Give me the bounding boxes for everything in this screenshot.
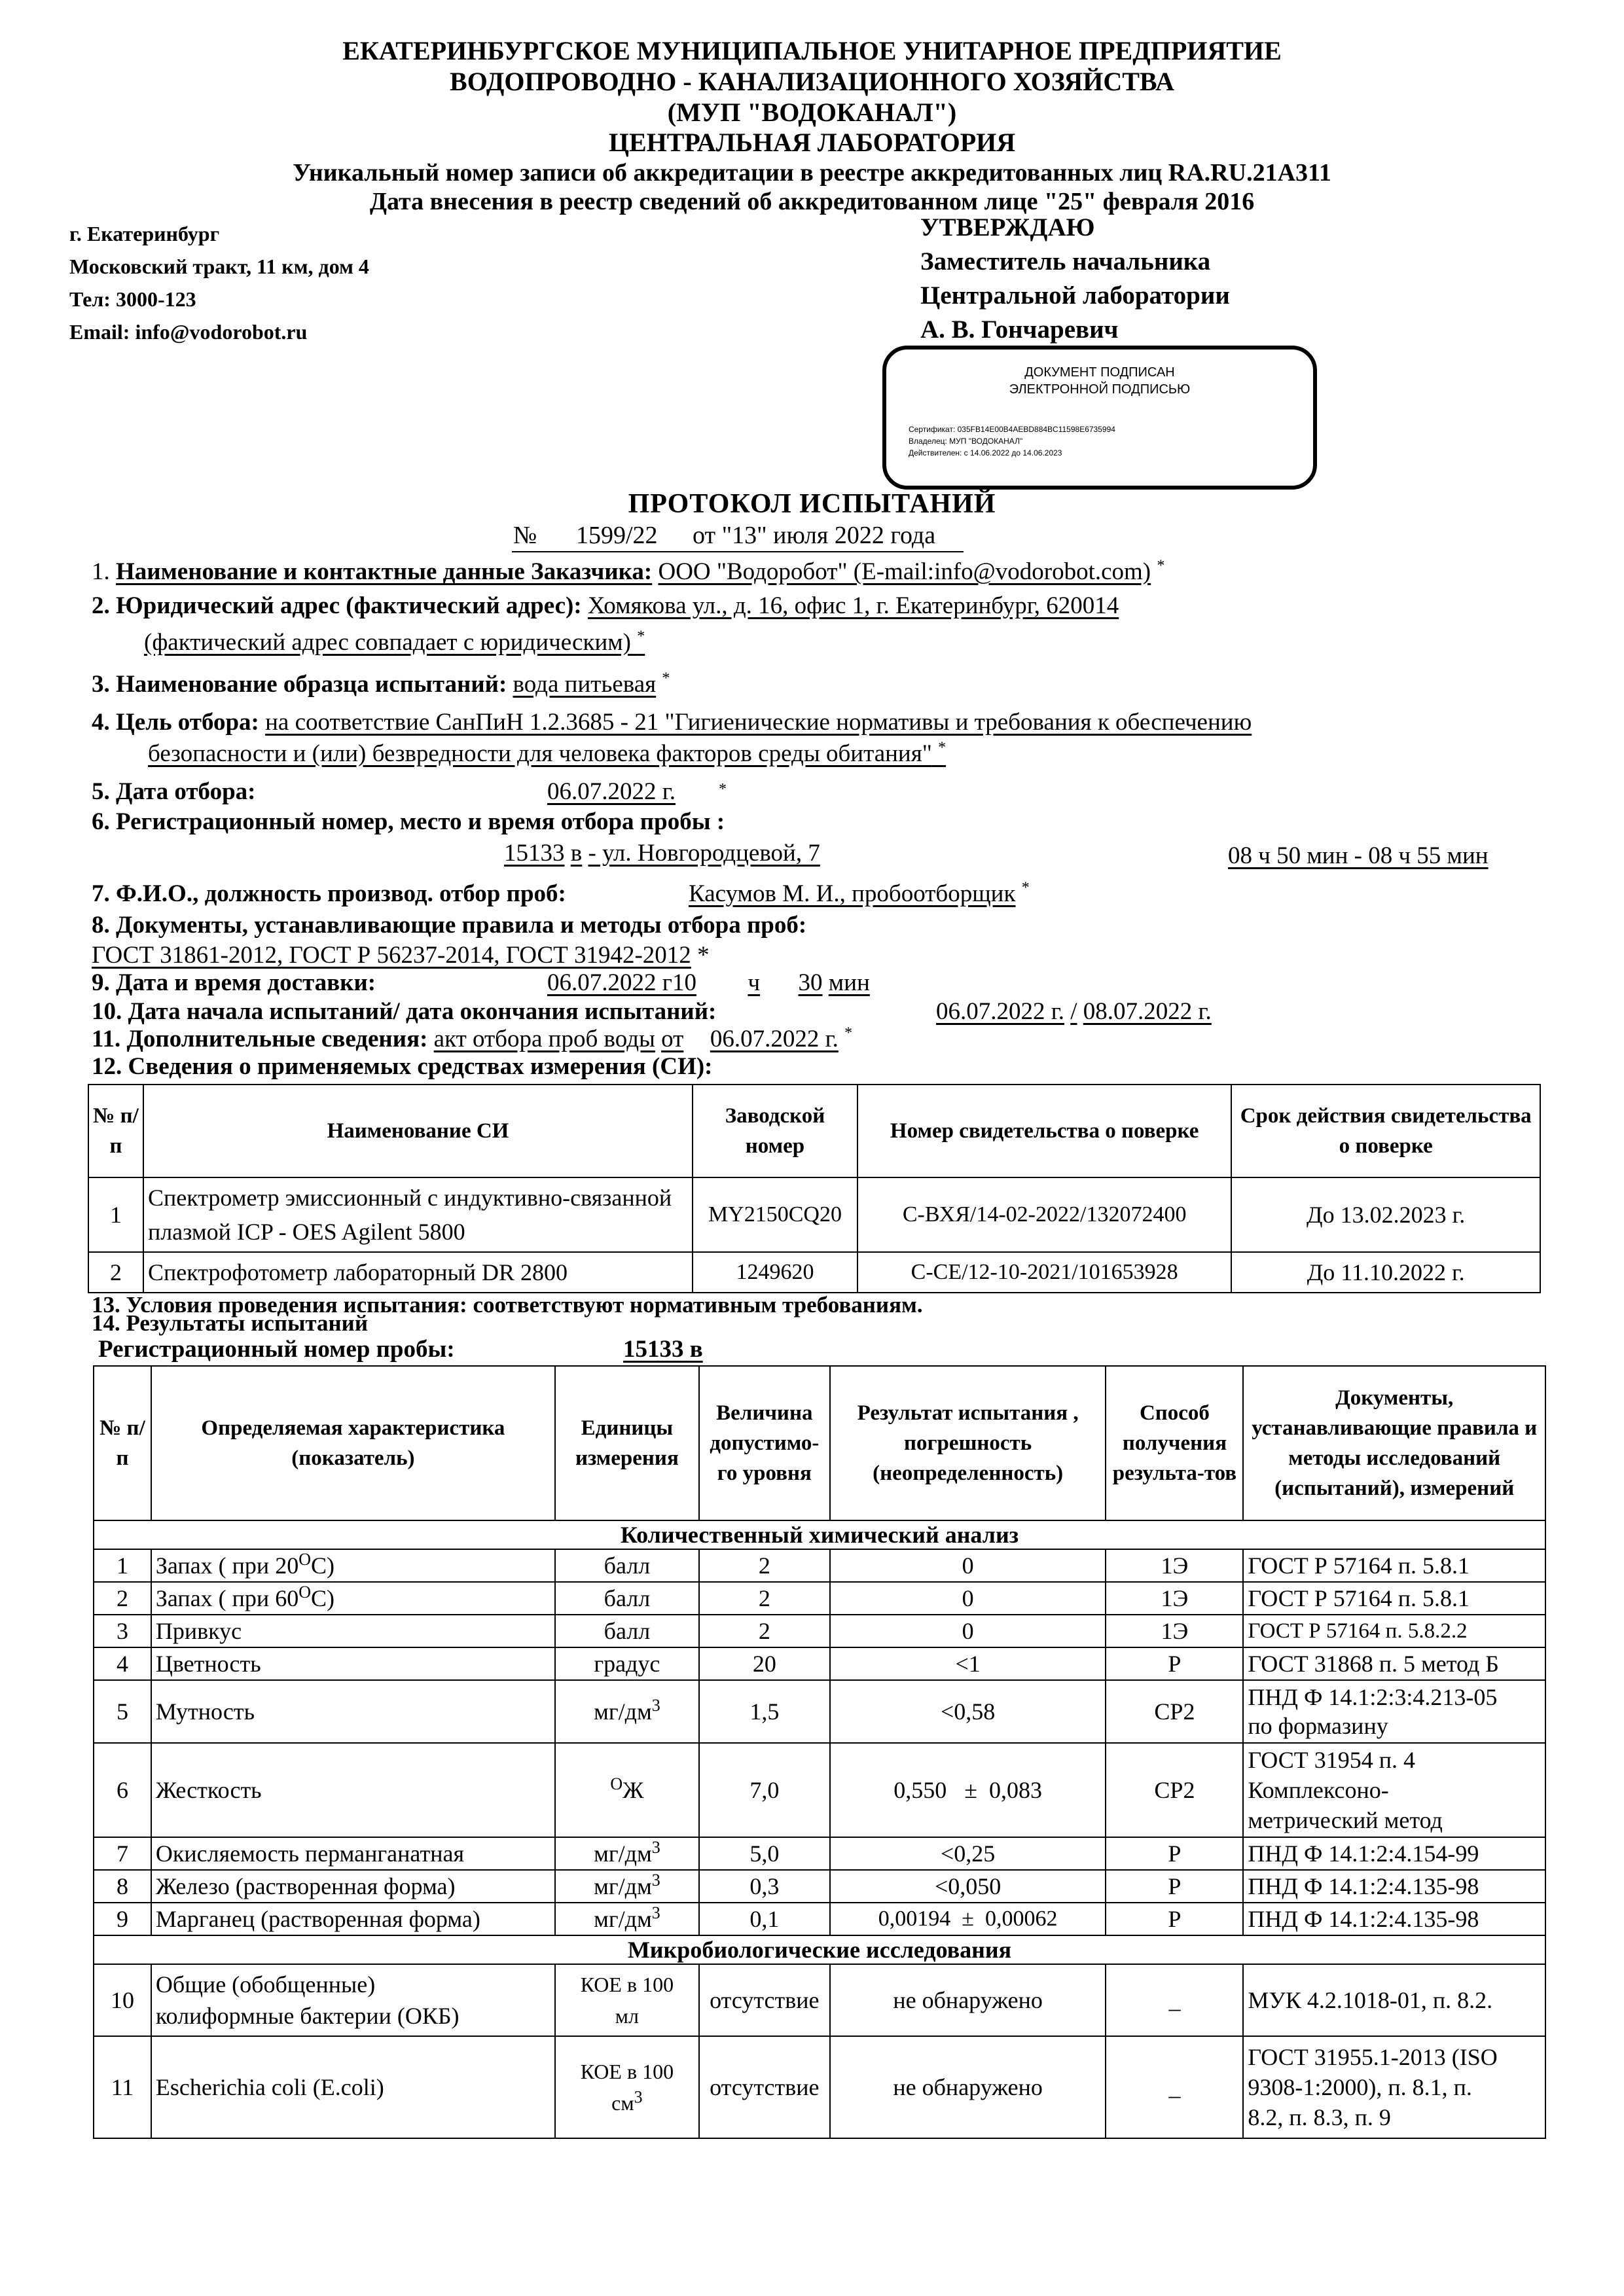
res-cell-num: 10: [94, 1964, 151, 2036]
item-8-value: ГОСТ 31861-2012, ГОСТ Р 56237-2014, ГОСТ 31942-2012: [92, 942, 691, 969]
org-name-line3: (МУП "ВОДОКАНАЛ"): [667, 98, 957, 127]
item-1-label: Наименование и контактные данные Заказчика:: [116, 558, 653, 585]
si-header-num: № п/п: [88, 1085, 143, 1177]
sample-reg-number: 15133: [623, 1336, 684, 1363]
results-section-chemical: [94, 1520, 1545, 1549]
item-9: [92, 969, 376, 997]
res-cell-limit: 2: [699, 1549, 830, 1582]
item-11-label: Дополнительные сведения:: [126, 1026, 428, 1052]
res-cell-method: 1Э: [1106, 1549, 1243, 1582]
org-name-line2: ВОДОПРОВОДНО - КАНАЛИЗАЦИОННОГО ХОЗЯЙСТВА: [450, 67, 1174, 96]
res-cell-result: 0: [830, 1582, 1106, 1615]
approval-position1: Заместитель начальника: [920, 247, 1211, 276]
unit-line1: КОЕ в 100: [580, 1973, 674, 1996]
item-7-value: Касумов М. И., пробоотборщик: [689, 880, 1016, 907]
res-cell-param: Привкус: [151, 1615, 555, 1647]
res-header-method: Способ получения результа-тов: [1106, 1366, 1243, 1520]
table-row: [94, 2036, 1545, 2138]
res-cell-doc: ГОСТ Р 57164 п. 5.8.1: [1243, 1582, 1545, 1615]
item-6-reg: 15133: [504, 840, 565, 867]
res-cell-param: [151, 1582, 555, 1615]
res-cell-limit: 2: [699, 1582, 830, 1615]
res-cell-doc: ПНД Ф 14.1:2:4.135-98: [1243, 1870, 1545, 1903]
si-table: [88, 1084, 1541, 1293]
protocol-date: от "13" июля 2022 года: [693, 522, 936, 549]
item-5-value: 06.07.2022 г.: [547, 778, 676, 805]
item-5-label: Дата отбора:: [116, 778, 256, 805]
item-11-from: от: [661, 1026, 684, 1052]
res-cell-num: 8: [94, 1870, 151, 1903]
res-cell-method: Р: [1106, 1647, 1243, 1680]
si-table-header: [88, 1085, 1540, 1177]
table-row: [88, 1177, 1540, 1252]
table-row: [94, 1680, 1545, 1743]
item-9-m: мин: [828, 969, 870, 996]
res-cell-result: <1: [830, 1647, 1106, 1680]
res-cell-doc: [1243, 1680, 1545, 1743]
res-cell-param: Escherichia coli (E.coli): [151, 2036, 555, 2138]
res-cell-result: 0,550 ± 0,083: [830, 1743, 1106, 1837]
res-cell-units: балл: [555, 1549, 699, 1582]
unit-line2: $см^3$: [611, 2087, 643, 2115]
si-cell-serial: 1249620: [693, 1252, 857, 1293]
res-cell-limit: 5,0: [699, 1837, 830, 1870]
item-9-label: Дата и время доставки:: [116, 969, 376, 996]
res-cell-param: Окисляемость перманганатная: [151, 1837, 555, 1870]
accreditation-number: Уникальный номер записи об аккредитации в реестре аккредитованных лиц RA.RU.21A311: [293, 159, 1331, 187]
res-cell-doc: [1243, 2036, 1545, 2138]
si-header-name: Наименование СИ: [143, 1085, 693, 1177]
res-param-text: Запах ( при 20: [155, 1552, 299, 1579]
item-3: [92, 670, 670, 698]
item-5: [92, 778, 255, 806]
res-cell-units: [555, 1870, 699, 1903]
si-cell-name: Спектрометр эмиссионный с индуктивно-связанной плазмой ICP - OES Agilent 5800: [143, 1177, 693, 1252]
item-9-num: 9.: [92, 969, 110, 996]
res-cell-doc: МУК 4.2.1018-01, п. 8.2.: [1243, 1964, 1545, 2036]
item-4-line2: [92, 740, 946, 768]
table-row: [94, 1743, 1545, 1837]
res-cell-limit: 1,5: [699, 1680, 830, 1743]
res-cell-doc: [1243, 1743, 1545, 1837]
res-cell-num: 9: [94, 1903, 151, 1935]
unit-line1: КОЕ в 100: [580, 2060, 674, 2083]
res-cell-limit: 0,1: [699, 1903, 830, 1935]
unit-text: Ж: [623, 1777, 644, 1803]
res-cell-units: [555, 1903, 699, 1935]
res-cell-param: Марганец (растворенная форма): [151, 1903, 555, 1935]
protocol-number-underline: [512, 551, 964, 552]
item-12-label: Сведения о применяемых средствах измерения (СИ):: [128, 1053, 713, 1080]
doc-line1: ПНД Ф 14.1:2:3:4.213-05: [1248, 1684, 1498, 1710]
unit-sup: 3: [651, 1696, 660, 1715]
res-param-degree: О: [298, 1583, 311, 1602]
sample-reg-letter: в: [689, 1336, 703, 1363]
res-cell-units: [555, 1743, 699, 1837]
res-param-unit: С): [310, 1552, 334, 1579]
item-10-values: [936, 997, 1212, 1026]
item-10-label: Дата начала испытаний/ дата окончания испытаний:: [128, 998, 717, 1025]
doc-line1: ГОСТ 31955.1-2013 (ISO: [1248, 2044, 1498, 2070]
res-cell-num: 11: [94, 2036, 151, 2138]
protocol-number: 1599/22: [576, 522, 658, 549]
item-5-num: 5.: [92, 778, 110, 805]
res-cell-param: Мутность: [151, 1680, 555, 1743]
approval-name: А. В. Гончаревич: [920, 315, 1119, 344]
res-cell-num: 1: [94, 1549, 151, 1582]
item-7-asterisk: *: [1021, 879, 1030, 897]
item-11-date: 06.07.2022 г.: [710, 1026, 839, 1052]
lab-name: ЦЕНТРАЛЬНАЯ ЛАБОРАТОРИЯ: [608, 128, 1016, 157]
item-12: [92, 1052, 713, 1081]
item-11-value: акт отбора проб воды: [433, 1026, 655, 1052]
item-2-value2: (фактический адрес совпадает с юридическим): [144, 629, 631, 656]
unit-sup: 3: [651, 1871, 660, 1890]
item-10: [92, 997, 716, 1026]
res-cell-doc: ПНД Ф 14.1:2:4.154-99: [1243, 1837, 1545, 1870]
res-cell-param: [151, 1964, 555, 2036]
contacts-phone: Тел: 3000-123: [69, 287, 196, 311]
table-row: [94, 1903, 1545, 1935]
item-7: [92, 880, 566, 908]
item-8: [92, 911, 806, 939]
unit-text: мг/дм: [594, 1840, 652, 1867]
res-param-unit: С): [310, 1585, 334, 1611]
unit-text: мг/дм: [594, 1698, 652, 1725]
item-12-num: 12.: [92, 1053, 122, 1080]
item-3-asterisk: *: [662, 670, 670, 687]
res-header-units: Единицы измерения: [555, 1366, 699, 1520]
res-cell-units: [555, 1680, 699, 1743]
stamp-valid: Действителен: с 14.06.2022 до 14.06.2023: [909, 448, 1062, 457]
contacts-city: г. Екатеринбург: [69, 222, 220, 245]
res-cell-doc: ГОСТ Р 57164 п. 5.8.1: [1243, 1549, 1545, 1582]
si-cell-num: 1: [88, 1177, 143, 1252]
doc-line2: Комплексоно-: [1248, 1777, 1389, 1803]
item-9-hour: 10: [672, 969, 696, 996]
res-cell-method: _: [1106, 2036, 1243, 2138]
item-6-letter: в: [570, 840, 583, 867]
res-cell-result: 0: [830, 1549, 1106, 1582]
protocol-title: ПРОТОКОЛ ИСПЫТАНИЙ: [628, 489, 996, 519]
approval-title: УТВЕРЖДАЮ: [920, 213, 1095, 242]
item-10-num: 10.: [92, 998, 122, 1025]
res-cell-param: Жесткость: [151, 1743, 555, 1837]
item-4-value: на соответствие СанПиН 1.2.3685 - 21 "Гигиенические нормативы и требования к обеспечению: [265, 709, 1252, 736]
res-cell-result: не обнаружено: [830, 2036, 1106, 2138]
results-table: [93, 1365, 1546, 2139]
item-10-sep: /: [1070, 998, 1077, 1025]
res-cell-param: [151, 1549, 555, 1582]
item-9-min: 30: [798, 969, 823, 996]
item-9-date: 06.07.2022 г: [547, 969, 672, 996]
res-cell-method: _: [1106, 1964, 1243, 2036]
item-2-label: Юридический адрес (фактический адрес):: [116, 592, 582, 619]
res-cell-result: 0: [830, 1615, 1106, 1647]
table-row: [94, 1964, 1545, 2036]
res-cell-method: Р: [1106, 1870, 1243, 1903]
unit-sup: 3: [651, 1903, 660, 1922]
e-signature-stamp: [882, 346, 1317, 490]
table-row: [94, 1582, 1545, 1615]
item-6: [92, 808, 725, 836]
table-row: [94, 1549, 1545, 1582]
doc-line2: 9308-1:2000), п. 8.1, п.: [1248, 2074, 1472, 2100]
res-cell-limit: отсутствие: [699, 1964, 830, 2036]
sample-reg-value: [623, 1335, 703, 1363]
res-cell-units: балл: [555, 1615, 699, 1647]
res-cell-doc: ГОСТ 31868 п. 5 метод Б: [1243, 1647, 1545, 1680]
doc-line2: по формазину: [1248, 1713, 1388, 1739]
sample-reg-label: Регистрационный номер пробы:: [98, 1336, 455, 1363]
unit-degree: О: [610, 1774, 623, 1793]
item-4-asterisk: *: [938, 739, 947, 757]
stamp-owner: Владелец: МУП "ВОДОКАНАЛ": [909, 437, 1023, 446]
approval-block: [920, 211, 1230, 347]
table-row: [94, 1837, 1545, 1870]
item-6-time: 08 ч 50 мин - 08 ч 55 мин: [1228, 842, 1489, 869]
si-header-cert: Номер свидетельства о поверке: [857, 1085, 1231, 1177]
res-cell-method: Р: [1106, 1903, 1243, 1935]
res-cell-result: 0,00194 ± 0,00062: [830, 1903, 1106, 1935]
item-4-label: Цель отбора:: [116, 709, 259, 736]
res-cell-num: 4: [94, 1647, 151, 1680]
si-cell-cert: С-ВХЯ/14-02-2022/132072400: [857, 1177, 1231, 1252]
unit-text: мг/дм: [594, 1873, 652, 1899]
item-9-h: ч: [748, 969, 761, 996]
param-line2: колиформные бактерии (ОКБ): [155, 2003, 460, 2029]
item-10-start: 06.07.2022 г.: [936, 998, 1065, 1025]
unit-text: мг/дм: [594, 1906, 652, 1932]
item-2-value: Хомякова ул., д. 16, офис 1, г. Екатеринбург, 620014: [587, 592, 1119, 619]
item-2-line2: [92, 628, 645, 656]
si-cell-serial: MY2150CQ20: [693, 1177, 857, 1252]
table-row: [94, 1870, 1545, 1903]
res-cell-doc: ПНД Ф 14.1:2:4.135-98: [1243, 1903, 1545, 1935]
res-cell-result: <0,25: [830, 1837, 1106, 1870]
results-table-header: [94, 1366, 1545, 1520]
item-11-num: 11.: [92, 1026, 121, 1052]
item-8-asterisk: *: [697, 942, 710, 969]
unit-sup: 3: [651, 1838, 660, 1857]
item-8-values: [92, 941, 710, 969]
res-cell-num: 7: [94, 1837, 151, 1870]
res-cell-limit: 20: [699, 1647, 830, 1680]
res-cell-param: Цветность: [151, 1647, 555, 1680]
res-cell-units: балл: [555, 1582, 699, 1615]
res-cell-method: СР2: [1106, 1680, 1243, 1743]
item-11: [92, 1025, 852, 1053]
item-1-asterisk: *: [1157, 557, 1165, 575]
item-9-values: [547, 969, 870, 997]
contacts-block: [69, 217, 369, 348]
res-cell-limit: 0,3: [699, 1870, 830, 1903]
doc-line3: 8.2, п. 8.3, п. 9: [1248, 2104, 1391, 2130]
res-cell-limit: 2: [699, 1615, 830, 1647]
res-param-degree: О: [298, 1550, 311, 1569]
res-header-limit: Величина допустимо-го уровня: [699, 1366, 830, 1520]
res-cell-method: СР2: [1106, 1743, 1243, 1837]
res-cell-num: 3: [94, 1615, 151, 1647]
item-7-num: 7.: [92, 880, 110, 907]
res-cell-limit: 7,0: [699, 1743, 830, 1837]
res-param-text: Запах ( при 60: [155, 1585, 299, 1611]
item-3-value: вода питьевая: [513, 671, 657, 698]
approval-position2: Центральной лаборатории: [920, 281, 1230, 310]
stamp-title: [886, 364, 1313, 398]
item-6-label: Регистрационный номер, место и время отбора пробы :: [116, 808, 725, 835]
res-header-result: Результат испытания , погрешность (неопределенность): [830, 1366, 1106, 1520]
section-chemical-title: Количественный химический анализ: [94, 1520, 1545, 1549]
item-4-num: 4.: [92, 709, 110, 736]
si-header-validity: Срок действия свидетельства о поверке: [1231, 1085, 1540, 1177]
item-8-num: 8.: [92, 912, 110, 939]
item-4: [92, 708, 1252, 736]
si-cell-cert: С-СЕ/12-10-2021/101653928: [857, 1252, 1231, 1293]
unit-sup: 3: [634, 2087, 643, 2107]
stamp-line1: ДОКУМЕНТ ПОДПИСАН: [1024, 365, 1175, 380]
res-cell-method: Р: [1106, 1837, 1243, 1870]
res-cell-method: 1Э: [1106, 1582, 1243, 1615]
item-1: [92, 558, 1164, 586]
item-3-label: Наименование образца испытаний:: [116, 671, 507, 698]
res-cell-method: 1Э: [1106, 1615, 1243, 1647]
stamp-line2: ЭЛЕКТРОННОЙ ПОДПИСЬЮ: [1009, 382, 1191, 397]
res-header-num: № п/п: [94, 1366, 151, 1520]
res-cell-num: 5: [94, 1680, 151, 1743]
res-cell-param: Железо (растворенная форма): [151, 1870, 555, 1903]
res-header-param: Определяемая характеристика (показатель): [151, 1366, 555, 1520]
contacts-email: Email: info@vodorobot.ru: [69, 320, 308, 344]
res-cell-result: не обнаружено: [830, 1964, 1106, 2036]
item-8-label: Документы, устанавливающие правила и методы отбора проб:: [116, 912, 807, 939]
item-14: 14. Результаты испытаний: [92, 1310, 369, 1336]
item-4-value2: безопасности и (или) безвредности для человека факторов среды обитания": [148, 740, 932, 767]
item-6-num: 6.: [92, 808, 110, 835]
item-7-values: [689, 880, 1030, 908]
item-2-asterisk: *: [637, 628, 645, 645]
registry-date: Дата внесения в реестр сведений об аккредитованном лице "25" февраля 2016: [369, 188, 1255, 215]
res-cell-result: <0,050: [830, 1870, 1106, 1903]
res-header-docs: Документы, устанавливающие правила и методы исследований (испытаний), измерений: [1243, 1366, 1545, 1520]
res-cell-doc: ГОСТ Р 57164 п. 5.8.2.2: [1243, 1615, 1545, 1647]
table-row: [88, 1252, 1540, 1293]
res-cell-units: градус: [555, 1647, 699, 1680]
param-line1: Общие (обобщенные): [155, 1971, 376, 1998]
item-11-asterisk: *: [844, 1024, 853, 1042]
si-cell-validity: До 11.10.2022 г.: [1231, 1252, 1540, 1293]
table-row: [94, 1615, 1545, 1647]
doc-line3: метрический метод: [1248, 1807, 1443, 1833]
item-2: [92, 592, 1119, 620]
org-name-line1: ЕКАТЕРИНБУРГСКОЕ МУНИЦИПАЛЬНОЕ УНИТАРНОЕ ПРЕДПРИЯТИЕ: [342, 36, 1282, 65]
item-13: 13. Условия проведения испытания: соответствуют нормативным требованиям.: [92, 1292, 923, 1318]
si-cell-num: 2: [88, 1252, 143, 1293]
item-3-num: 3.: [92, 671, 110, 698]
table-row: [94, 1647, 1545, 1680]
res-cell-units: [555, 1964, 699, 2036]
item-6-place: - ул. Новгородцевой, 7: [588, 840, 820, 867]
res-cell-result: <0,58: [830, 1680, 1106, 1743]
results-section-micro: [94, 1935, 1545, 1964]
res-cell-units: [555, 2036, 699, 2138]
item-10-end: 08.07.2022 г.: [1083, 998, 1212, 1025]
section-micro-title: Микробиологические исследования: [94, 1935, 1545, 1964]
res-cell-num: 2: [94, 1582, 151, 1615]
unit-line2: мл: [615, 2004, 640, 2028]
protocol-num-sign: №: [513, 522, 537, 549]
si-header-serial: Заводской номер: [693, 1085, 857, 1177]
si-cell-validity: До 13.02.2023 г.: [1231, 1177, 1540, 1252]
item-1-value: ООО "Водоробот" (E-mail:info@vodorobot.com): [658, 558, 1151, 585]
item-2-num: 2.: [92, 592, 110, 619]
si-cell-name: Спектрофотометр лабораторный DR 2800: [143, 1252, 693, 1293]
item-7-label: Ф.И.О., должность производ. отбор проб:: [116, 880, 566, 907]
contacts-address: Московский тракт, 11 км, дом 4: [69, 255, 369, 278]
res-cell-units: [555, 1837, 699, 1870]
item-1-num: 1.: [92, 558, 110, 585]
res-cell-num: 6: [94, 1743, 151, 1837]
stamp-cert: Сертификат: 035FB14E00B4AEBD884BC11598E6735994: [909, 425, 1115, 434]
item-6-values: [504, 839, 820, 867]
res-cell-limit: отсутствие: [699, 2036, 830, 2138]
doc-line1: ГОСТ 31954 п. 4: [1248, 1747, 1416, 1773]
